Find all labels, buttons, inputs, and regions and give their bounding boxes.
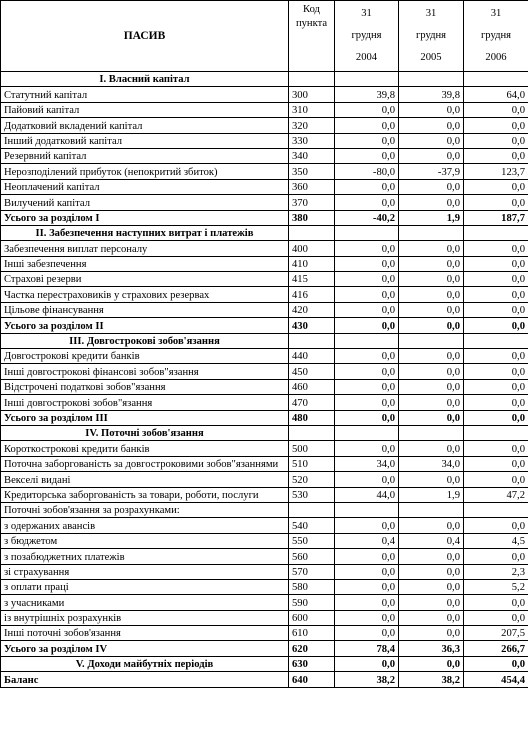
row-code: 510 [289,456,335,471]
value-cell: 0,0 [399,656,464,671]
value-cell: 44,0 [335,487,399,502]
value-cell: 0,0 [399,518,464,533]
row-code: 300 [289,87,335,102]
value-cell [335,72,399,87]
value-cell: 0,0 [399,549,464,564]
row-code: 400 [289,241,335,256]
value-cell: 0,0 [335,379,399,394]
value-cell: 0,0 [464,302,528,317]
value-cell: 266,7 [464,641,528,656]
row-label: з оплати праці [1,579,289,594]
table-row [1,549,528,564]
value-cell: 0,0 [464,441,528,456]
table-row [1,164,528,179]
table-row [1,395,528,410]
value-cell: 0,0 [464,195,528,210]
row-code: 320 [289,118,335,133]
value-cell: 0,0 [335,133,399,148]
value-cell: 0,0 [464,456,528,471]
table-title: ПАСИВ [1,1,289,72]
value-cell: 0,0 [464,179,528,194]
section-title: I. Власний капітал [1,72,289,87]
value-cell: 187,7 [464,210,528,225]
row-code: 540 [289,518,335,533]
row-label: Поточні зобов'язання за розрахунками: [1,502,289,517]
row-label: Короткострокові кредити банків [1,441,289,456]
section-row [1,72,528,87]
value-cell [335,225,399,240]
value-cell: 0,0 [464,256,528,271]
value-cell: 0,0 [464,241,528,256]
value-cell: 0,0 [335,256,399,271]
value-cell [335,333,399,348]
total-row [1,672,528,687]
value-cell: 0,0 [399,118,464,133]
row-code: 560 [289,549,335,564]
value-cell: 0,0 [399,410,464,425]
table-row [1,118,528,133]
value-cell: 0,0 [464,379,528,394]
row-label: Страхові резерви [1,272,289,287]
row-label: Кредиторська заборгованість за товари, роботи, послуги [1,487,289,502]
row-label: з одержаних авансів [1,518,289,533]
value-cell [464,425,528,440]
row-label: Відстрочені податкові зобов"язання [1,379,289,394]
value-cell: 0,0 [399,302,464,317]
value-cell: 0,0 [335,195,399,210]
value-cell [399,225,464,240]
row-code: 415 [289,272,335,287]
value-cell: 0,0 [335,349,399,364]
table-row [1,502,528,517]
value-cell: 64,0 [464,87,528,102]
value-cell: 0,0 [399,318,464,333]
value-cell: 0,0 [335,148,399,163]
value-cell [399,333,464,348]
row-label: Поточна заборгованість за довгостроковими зобов"язаннями [1,456,289,471]
table-row [1,102,528,117]
value-cell: 0,0 [399,241,464,256]
code-header-line: пункта [295,18,328,29]
value-cell: 0,0 [399,379,464,394]
value-cell: 2,3 [464,564,528,579]
section-title: V. Доходи майбутніх періодів [1,656,289,671]
row-code: 340 [289,148,335,163]
row-code: 500 [289,441,335,456]
row-label: Інший додатковий капітал [1,133,289,148]
year-column-header [399,1,464,72]
value-cell: 0,0 [399,441,464,456]
value-cell: 0,0 [335,518,399,533]
row-code: 550 [289,533,335,548]
value-cell: 0,0 [464,364,528,379]
value-cell: 0,0 [464,148,528,163]
table-row [1,564,528,579]
row-code [289,502,335,517]
row-label: Статутний капітал [1,87,289,102]
row-code: 520 [289,472,335,487]
table-row [1,87,528,102]
value-cell: 0,0 [399,272,464,287]
value-cell: 0,0 [399,179,464,194]
row-label: Пайовий капітал [1,102,289,117]
value-cell: 0,0 [464,472,528,487]
value-cell: 0,0 [464,610,528,625]
value-cell: 0,0 [399,395,464,410]
row-label: Частка перестраховиків у страхових резервах [1,287,289,302]
table-row [1,595,528,610]
table-row [1,349,528,364]
value-cell: 0,0 [335,102,399,117]
row-label: Цільове фінансування [1,302,289,317]
value-cell: 34,0 [399,456,464,471]
section-row [1,656,528,671]
row-code [289,333,335,348]
table-row [1,272,528,287]
value-cell [399,425,464,440]
row-code: 600 [289,610,335,625]
table-row [1,579,528,594]
value-cell: 0,0 [464,349,528,364]
row-code: 480 [289,410,335,425]
row-code [289,72,335,87]
value-cell [335,502,399,517]
value-cell: 0,0 [335,410,399,425]
row-label: Вилучений капітал [1,195,289,210]
row-label: Резервний капітал [1,148,289,163]
value-cell: 0,0 [335,579,399,594]
value-cell: 0,0 [399,610,464,625]
header-day: 31 [490,8,502,19]
row-label: Нерозподілений прибуток (непокритий збиток) [1,164,289,179]
row-code: 590 [289,595,335,610]
value-cell: 0,0 [335,610,399,625]
row-code: 620 [289,641,335,656]
row-code [289,225,335,240]
table-row [1,148,528,163]
value-cell: 0,0 [464,118,528,133]
row-label: Забезпечення виплат персоналу [1,241,289,256]
header-month: грудня [351,30,382,41]
table-row [1,441,528,456]
row-label: Додатковий вкладений капітал [1,118,289,133]
value-cell: 0,0 [335,179,399,194]
code-column-header [289,1,335,72]
value-cell: 0,0 [335,241,399,256]
table-row [1,379,528,394]
row-code [289,425,335,440]
value-cell: 0,0 [335,626,399,641]
header-year: 2005 [420,52,442,63]
row-code: 530 [289,487,335,502]
value-cell: 78,4 [335,641,399,656]
header-month: грудня [480,30,512,41]
value-cell [464,72,528,87]
header-month: грудня [415,30,447,41]
value-cell [399,502,464,517]
row-label: Усього за розділом ІІІ [1,410,289,425]
row-code: 410 [289,256,335,271]
total-row [1,318,528,333]
row-label: Неоплачений капітал [1,179,289,194]
value-cell: 0,0 [335,272,399,287]
value-cell: 0,0 [335,364,399,379]
header-day: 31 [361,8,372,19]
value-cell: 0,0 [335,656,399,671]
value-cell: 0,4 [335,533,399,548]
value-cell [464,225,528,240]
value-cell: 0,0 [335,118,399,133]
table-row [1,533,528,548]
section-row [1,425,528,440]
table-row [1,456,528,471]
value-cell [464,502,528,517]
row-code: 416 [289,287,335,302]
value-cell: 0,0 [335,287,399,302]
value-cell: 38,2 [335,672,399,687]
table-row [1,610,528,625]
table-row [1,302,528,317]
value-cell: 39,8 [399,87,464,102]
value-cell: 0,0 [464,318,528,333]
table-row [1,287,528,302]
total-row [1,641,528,656]
value-cell: 0,0 [335,302,399,317]
value-cell: 0,0 [335,395,399,410]
value-cell: 0,0 [464,410,528,425]
value-cell: 0,0 [464,102,528,117]
value-cell: 5,2 [464,579,528,594]
row-label: Інші забезпечення [1,256,289,271]
value-cell: 0,0 [335,472,399,487]
row-code: 460 [289,379,335,394]
value-cell: 0,0 [464,395,528,410]
row-code: 470 [289,395,335,410]
row-label: Інші поточні зобов'язання [1,626,289,641]
row-code: 310 [289,102,335,117]
value-cell: 0,0 [399,564,464,579]
value-cell: 0,0 [464,287,528,302]
row-label: Усього за розділом ІІ [1,318,289,333]
table-row [1,256,528,271]
row-label: Довгострокові кредити банків [1,349,289,364]
year-column-header [464,1,528,72]
row-code: 370 [289,195,335,210]
value-cell: 0,0 [399,349,464,364]
value-cell: -40,2 [335,210,399,225]
value-cell [464,333,528,348]
value-cell: 0,0 [335,564,399,579]
row-label: з учасниками [1,595,289,610]
row-code: 640 [289,672,335,687]
section-row [1,225,528,240]
table-row [1,241,528,256]
value-cell: -37,9 [399,164,464,179]
value-cell: 0,0 [464,272,528,287]
value-cell: 0,0 [399,195,464,210]
value-cell: 0,0 [399,256,464,271]
header-year: 2004 [355,52,378,63]
row-label: Інші довгострокові зобов"язання [1,395,289,410]
value-cell: 47,2 [464,487,528,502]
row-code: 630 [289,656,335,671]
header-day: 31 [425,8,437,19]
row-code: 580 [289,579,335,594]
value-cell: 454,4 [464,672,528,687]
value-cell: 0,0 [464,595,528,610]
value-cell: 39,8 [335,87,399,102]
row-label: з позабюджетних платежів [1,549,289,564]
value-cell [335,425,399,440]
table-row [1,518,528,533]
value-cell: 0,0 [399,102,464,117]
value-cell: 0,0 [399,595,464,610]
value-cell: 0,0 [399,579,464,594]
value-cell: 0,0 [335,549,399,564]
value-cell [399,72,464,87]
value-cell: 123,7 [464,164,528,179]
value-cell: 0,0 [464,133,528,148]
header-year: 2006 [485,52,507,63]
value-cell: 0,4 [399,533,464,548]
table-row [1,364,528,379]
value-cell: 0,0 [399,133,464,148]
code-header-line: Код [303,4,320,15]
row-code: 360 [289,179,335,194]
value-cell: 4,5 [464,533,528,548]
value-cell: 36,3 [399,641,464,656]
value-cell: 0,0 [399,626,464,641]
row-code: 330 [289,133,335,148]
table-row [1,472,528,487]
value-cell: 0,0 [335,318,399,333]
row-label: зі страхування [1,564,289,579]
table-row [1,487,528,502]
value-cell: 0,0 [399,148,464,163]
value-cell: 0,0 [399,364,464,379]
row-label: Інші довгострокові фінансові зобов"язання [1,364,289,379]
total-row [1,410,528,425]
row-label: Усього за розділом І [1,210,289,225]
section-title: III. Довгострокові зобов'язання [1,333,289,348]
value-cell: 207,5 [464,626,528,641]
section-title: IV. Поточні зобов'язання [1,425,289,440]
value-cell: 34,0 [335,456,399,471]
year-column-header [335,1,399,72]
row-code: 350 [289,164,335,179]
table-row [1,626,528,641]
row-code: 440 [289,349,335,364]
row-label: з бюджетом [1,533,289,548]
row-code: 430 [289,318,335,333]
value-cell: 0,0 [399,472,464,487]
row-code: 380 [289,210,335,225]
header-row [1,1,528,72]
value-cell: 0,0 [399,287,464,302]
value-cell: 0,0 [464,518,528,533]
section-title: II. Забезпечення наступних витрат і платежів [1,225,289,240]
row-label: Усього за розділом IV [1,641,289,656]
value-cell: -80,0 [335,164,399,179]
table-row [1,179,528,194]
row-label: Векселі видані [1,472,289,487]
section-row [1,333,528,348]
value-cell: 1,9 [399,210,464,225]
row-label: Баланс [1,672,289,687]
row-code: 610 [289,626,335,641]
value-cell: 0,0 [464,549,528,564]
value-cell: 0,0 [464,656,528,671]
row-code: 420 [289,302,335,317]
table-row [1,195,528,210]
row-code: 450 [289,364,335,379]
value-cell: 0,0 [335,595,399,610]
total-row [1,210,528,225]
value-cell: 0,0 [335,441,399,456]
value-cell: 38,2 [399,672,464,687]
row-code: 570 [289,564,335,579]
row-label: із внутрішніх розрахунків [1,610,289,625]
value-cell: 1,9 [399,487,464,502]
table-row [1,133,528,148]
